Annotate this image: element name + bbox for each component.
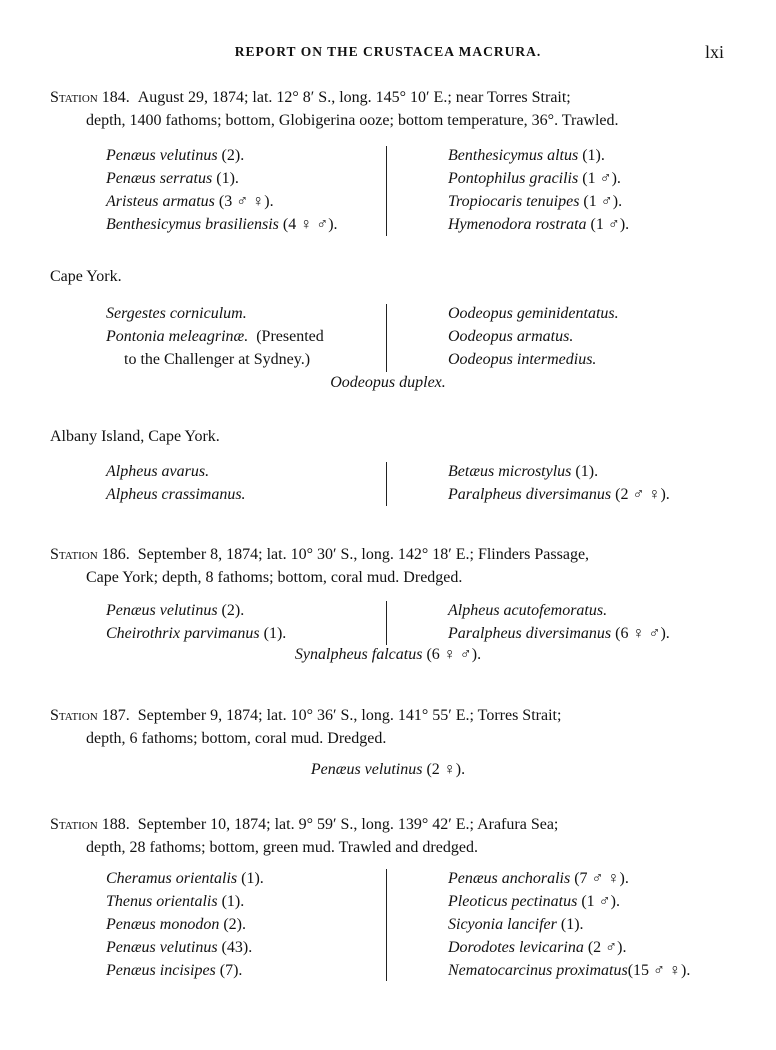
species-entry: Oodeopus armatus. <box>448 328 574 345</box>
species-entry: Tropiocaris tenuipes (1 ♂). <box>448 193 623 210</box>
species-entry: Paralpheus diversimanus (2 ♂ ♀). <box>448 486 670 503</box>
species-entry: Penæus monodon (2). <box>106 916 246 933</box>
species-entry: Pontonia meleagrinæ. (Presented <box>106 328 324 345</box>
species-entry: Alpheus acutofemoratus. <box>448 602 608 619</box>
locality-heading: Albany Island, Cape York. <box>50 428 220 445</box>
station-details-line2: Cape York; depth, 8 fathoms; bottom, coral mud. Dredged. <box>86 569 463 586</box>
species-list-right <box>448 867 690 982</box>
species-entry-centered: Penæus velutinus (2 ♀). <box>310 761 466 778</box>
species-entry: Penæus anchoralis (7 ♂ ♀). <box>448 870 629 887</box>
species-list-left <box>106 302 324 371</box>
station-details-line2: depth, 1400 fathoms; bottom, Globigerina ooze; bottom temperature, 36°. Trawled. <box>86 112 619 129</box>
station-label: Station 187. <box>50 707 130 724</box>
species-entry: Penæus incisipes (7). <box>106 962 243 979</box>
station-188-heading <box>50 813 730 859</box>
species-entry: Alpheus avarus. <box>106 463 210 480</box>
species-list-left <box>106 599 286 645</box>
species-list-right <box>448 302 619 371</box>
station-details-line2: depth, 6 fathoms; bottom, coral mud. Dredged. <box>86 730 387 747</box>
station-186-heading <box>50 543 730 589</box>
species-entry: Benthesicymus brasiliensis (4 ♀ ♂). <box>106 216 338 233</box>
species-entry: Thenus orientalis (1). <box>106 893 245 910</box>
station-label: Station 188. <box>50 816 130 833</box>
column-divider <box>386 146 387 236</box>
station-details-line1: September 8, 1874; lat. 10° 30′ S., long. 142° 18′ E.; Flinders Passage, <box>137 546 590 563</box>
species-entry: Hymenodora rostrata (1 ♂). <box>448 216 630 233</box>
species-entry: Benthesicymus altus (1). <box>448 147 605 164</box>
column-divider <box>386 601 387 645</box>
species-entry: Sergestes corniculum. <box>106 305 247 322</box>
station-label: Station 184. <box>50 89 130 106</box>
column-divider <box>386 869 387 981</box>
station-details-line2: depth, 28 fathoms; bottom, green mud. Trawled and dredged. <box>86 839 478 856</box>
column-divider <box>386 462 387 506</box>
station-details-line1: August 29, 1874; lat. 12° 8′ S., long. 145° 10′ E.; near Torres Strait; <box>137 89 571 106</box>
species-entry: Betæus microstylus (1). <box>448 463 599 480</box>
station-label: Station 186. <box>50 546 130 563</box>
species-entry: Paralpheus diversimanus (6 ♀ ♂). <box>448 625 670 642</box>
species-entry: Cheramus orientalis (1). <box>106 870 264 887</box>
species-entry: Pleoticus pectinatus (1 ♂). <box>448 893 620 910</box>
species-entry: Pontophilus gracilis (1 ♂). <box>448 170 621 187</box>
species-entry-centered: Synalpheus falcatus (6 ♀ ♂). <box>294 646 482 663</box>
species-list-right <box>448 144 629 236</box>
species-entry: Nematocarcinus proximatus(15 ♂ ♀). <box>448 962 691 979</box>
page-header <box>0 40 776 70</box>
locality-heading: Cape York. <box>50 268 122 285</box>
species-entry: Aristeus armatus (3 ♂ ♀). <box>106 193 274 210</box>
station-184-heading <box>50 86 730 132</box>
species-entry: Penæus velutinus (43). <box>106 939 253 956</box>
species-entry: Penæus velutinus (2). <box>106 147 245 164</box>
species-entry-centered: Oodeopus duplex. <box>330 374 446 391</box>
species-entry: Dorodotes levicarina (2 ♂). <box>448 939 627 956</box>
running-title: REPORT ON THE CRUSTACEA MACRURA. <box>234 44 542 59</box>
species-entry: Penæus serratus (1). <box>106 170 239 187</box>
station-details-line1: September 9, 1874; lat. 10° 36′ S., long. 141° 55′ E.; Torres Strait; <box>137 707 562 724</box>
species-entry: Sicyonia lancifer (1). <box>448 916 584 933</box>
species-entry: Cheirothrix parvimanus (1). <box>106 625 287 642</box>
species-entry: Oodeopus intermedius. <box>448 351 597 368</box>
species-list-right <box>448 460 670 506</box>
species-entry: Alpheus crassimanus. <box>106 486 246 503</box>
species-list-left <box>106 867 264 982</box>
page-number: lxi <box>704 42 724 62</box>
species-entry: Penæus velutinus (2). <box>106 602 245 619</box>
species-list-left <box>106 460 246 506</box>
station-187-heading <box>50 704 730 750</box>
station-details-line1: September 10, 1874; lat. 9° 59′ S., long. 139° 42′ E.; Arafura Sea; <box>137 816 559 833</box>
species-note: to the Challenger at Sydney.) <box>124 351 311 368</box>
species-entry: Oodeopus geminidentatus. <box>448 305 619 322</box>
species-list-right <box>448 599 670 645</box>
column-divider <box>386 304 387 372</box>
species-list-left <box>106 144 338 236</box>
